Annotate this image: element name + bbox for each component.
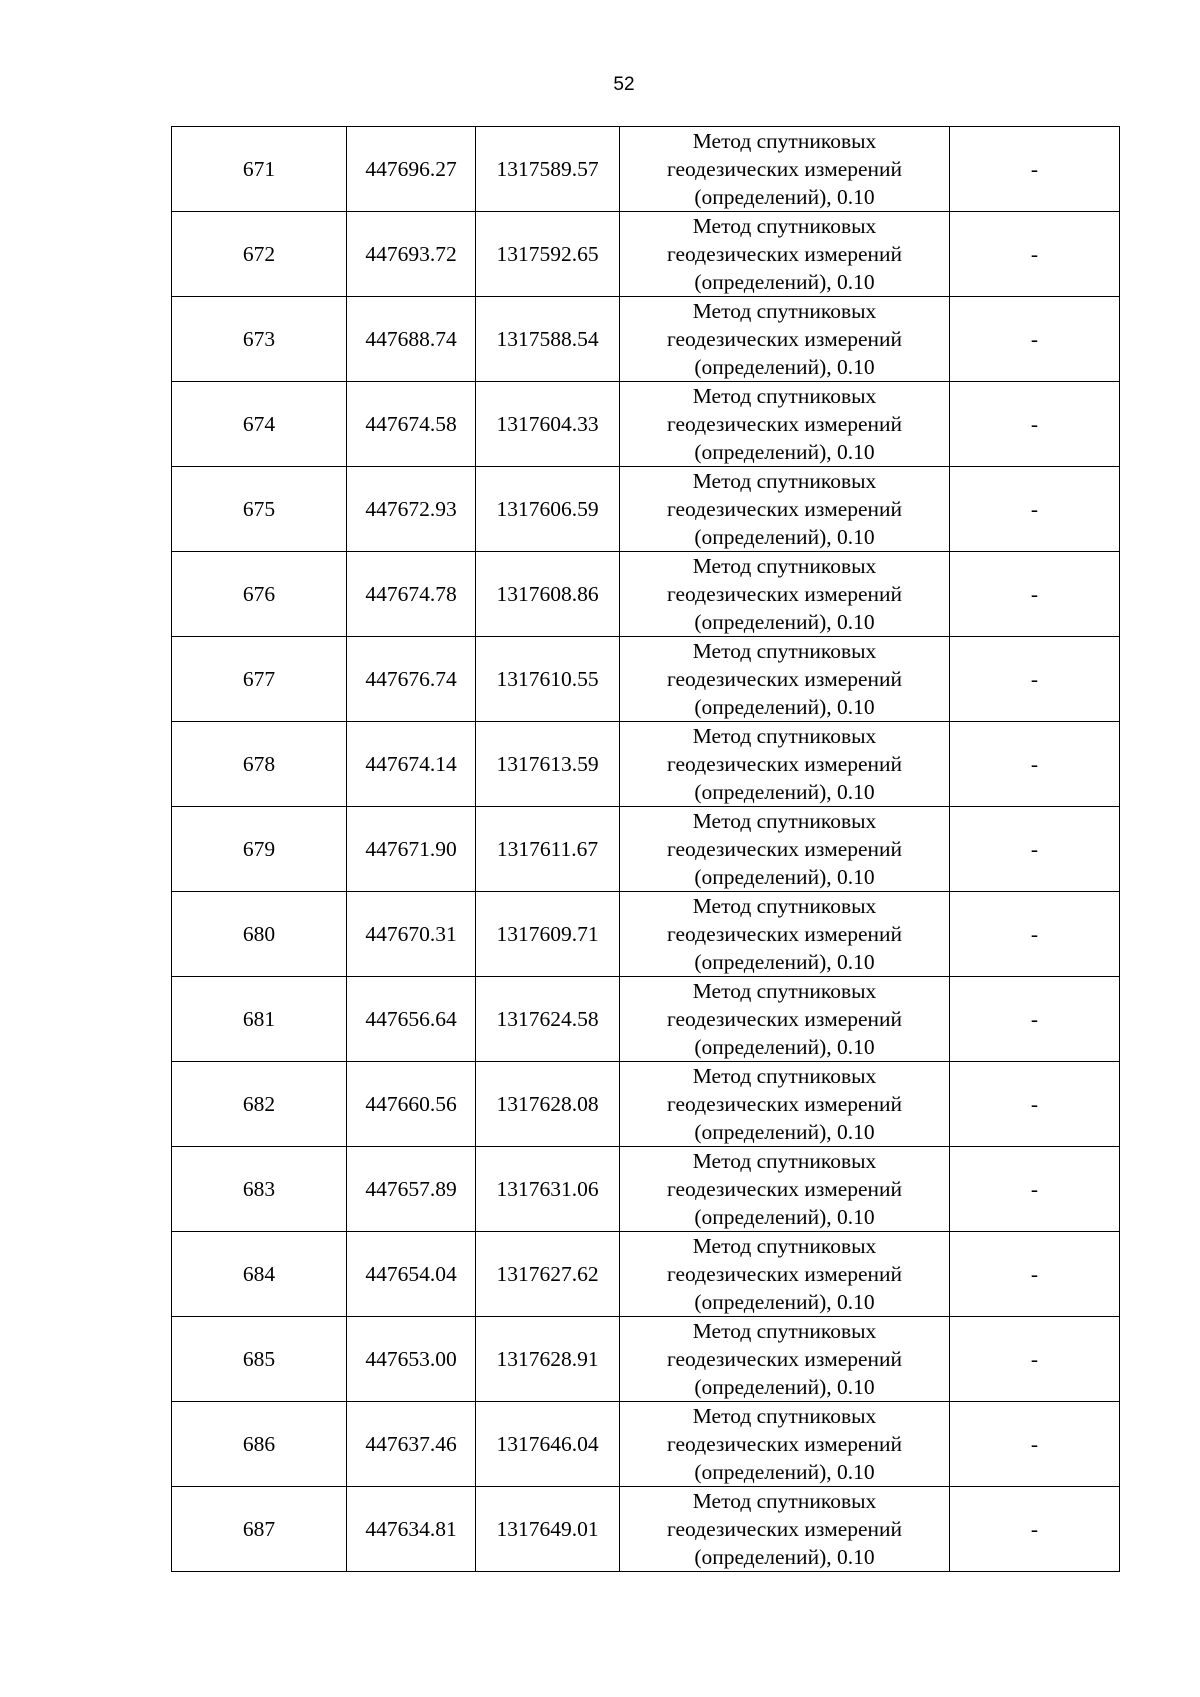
point-number-cell: 685	[172, 1317, 347, 1402]
y-coordinate-cell: 1317628.91	[476, 1317, 620, 1402]
y-coordinate-cell: 1317613.59	[476, 722, 620, 807]
method-line: Метод спутниковых	[692, 1149, 877, 1173]
description-cell: -	[950, 1487, 1120, 1572]
description-cell: -	[950, 977, 1120, 1062]
method-line: геодезических измерений	[666, 1092, 903, 1116]
table-row	[172, 892, 1120, 977]
method-cell	[620, 297, 950, 382]
method-cell	[620, 1062, 950, 1147]
method-line: геодезических измерений	[666, 157, 903, 181]
x-coordinate-cell: 447657.89	[347, 1147, 476, 1232]
method-line: геодезических измерений	[666, 1262, 903, 1286]
y-coordinate-cell: 1317606.59	[476, 467, 620, 552]
point-number-cell: 682	[172, 1062, 347, 1147]
table-row	[172, 127, 1120, 212]
point-number-cell: 681	[172, 977, 347, 1062]
description-cell: -	[950, 467, 1120, 552]
point-number-cell: 672	[172, 212, 347, 297]
method-line: (определений), 0.10	[694, 950, 875, 974]
x-coordinate-cell: 447670.31	[347, 892, 476, 977]
method-line: геодезических измерений	[666, 327, 903, 351]
method-cell	[620, 722, 950, 807]
method-line: Метод спутниковых	[692, 724, 877, 748]
coordinates-table	[171, 126, 1120, 1572]
x-coordinate-cell: 447674.58	[347, 382, 476, 467]
x-coordinate-cell: 447634.81	[347, 1487, 476, 1572]
y-coordinate-cell: 1317588.54	[476, 297, 620, 382]
description-cell: -	[950, 892, 1120, 977]
table-row	[172, 1232, 1120, 1317]
point-number-cell: 679	[172, 807, 347, 892]
table-row	[172, 1487, 1120, 1572]
method-line: геодезических измерений	[666, 1177, 903, 1201]
x-coordinate-cell: 447671.90	[347, 807, 476, 892]
y-coordinate-cell: 1317592.65	[476, 212, 620, 297]
method-line: (определений), 0.10	[694, 1035, 875, 1059]
description-cell: -	[950, 1062, 1120, 1147]
method-line: (определений), 0.10	[694, 1290, 875, 1314]
method-line: Метод спутниковых	[692, 554, 877, 578]
description-cell: -	[950, 382, 1120, 467]
method-line: геодезических измерений	[666, 1347, 903, 1371]
y-coordinate-cell: 1317608.86	[476, 552, 620, 637]
point-number-cell: 684	[172, 1232, 347, 1317]
y-coordinate-cell: 1317646.04	[476, 1402, 620, 1487]
x-coordinate-cell: 447674.78	[347, 552, 476, 637]
method-line: Метод спутниковых	[692, 129, 877, 153]
y-coordinate-cell: 1317628.08	[476, 1062, 620, 1147]
method-cell	[620, 382, 950, 467]
description-cell: -	[950, 1147, 1120, 1232]
table-row	[172, 807, 1120, 892]
method-cell	[620, 1487, 950, 1572]
method-line: (определений), 0.10	[694, 525, 875, 549]
method-line: геодезических измерений	[666, 922, 903, 946]
y-coordinate-cell: 1317649.01	[476, 1487, 620, 1572]
point-number-cell: 678	[172, 722, 347, 807]
method-cell	[620, 1402, 950, 1487]
method-line: геодезических измерений	[666, 1517, 903, 1541]
table-row	[172, 722, 1120, 807]
method-line: (определений), 0.10	[694, 695, 875, 719]
method-line: Метод спутниковых	[692, 809, 877, 833]
x-coordinate-cell: 447654.04	[347, 1232, 476, 1317]
method-line: геодезических измерений	[666, 837, 903, 861]
method-line: Метод спутниковых	[692, 1234, 877, 1258]
method-line: Метод спутниковых	[692, 1319, 877, 1343]
method-cell	[620, 1317, 950, 1402]
method-line: (определений), 0.10	[694, 355, 875, 379]
method-line: Метод спутниковых	[692, 1064, 877, 1088]
y-coordinate-cell: 1317604.33	[476, 382, 620, 467]
point-number-cell: 673	[172, 297, 347, 382]
description-cell: -	[950, 212, 1120, 297]
method-cell	[620, 892, 950, 977]
description-cell: -	[950, 637, 1120, 722]
table-row	[172, 1062, 1120, 1147]
x-coordinate-cell: 447656.64	[347, 977, 476, 1062]
method-line: Метод спутниковых	[692, 979, 877, 1003]
point-number-cell: 680	[172, 892, 347, 977]
method-line: (определений), 0.10	[694, 1545, 875, 1569]
method-cell	[620, 212, 950, 297]
method-line: (определений), 0.10	[694, 185, 875, 209]
method-line: Метод спутниковых	[692, 894, 877, 918]
method-cell	[620, 1232, 950, 1317]
y-coordinate-cell: 1317610.55	[476, 637, 620, 722]
description-cell: -	[950, 1402, 1120, 1487]
x-coordinate-cell: 447696.27	[347, 127, 476, 212]
description-cell: -	[950, 297, 1120, 382]
table-row	[172, 1317, 1120, 1402]
y-coordinate-cell: 1317609.71	[476, 892, 620, 977]
method-line: Метод спутниковых	[692, 1489, 877, 1513]
method-line: геодезических измерений	[666, 497, 903, 521]
description-cell: -	[950, 1232, 1120, 1317]
method-cell	[620, 977, 950, 1062]
x-coordinate-cell: 447676.74	[347, 637, 476, 722]
x-coordinate-cell: 447674.14	[347, 722, 476, 807]
y-coordinate-cell: 1317611.67	[476, 807, 620, 892]
method-cell	[620, 552, 950, 637]
description-cell: -	[950, 1317, 1120, 1402]
method-cell	[620, 467, 950, 552]
method-line: (определений), 0.10	[694, 1375, 875, 1399]
x-coordinate-cell: 447660.56	[347, 1062, 476, 1147]
method-line: (определений), 0.10	[694, 270, 875, 294]
point-number-cell: 686	[172, 1402, 347, 1487]
method-line: геодезических измерений	[666, 412, 903, 436]
x-coordinate-cell: 447688.74	[347, 297, 476, 382]
method-line: Метод спутниковых	[692, 299, 877, 323]
point-number-cell: 687	[172, 1487, 347, 1572]
method-cell	[620, 127, 950, 212]
method-line: Метод спутниковых	[692, 384, 877, 408]
x-coordinate-cell: 447653.00	[347, 1317, 476, 1402]
description-cell: -	[950, 722, 1120, 807]
y-coordinate-cell: 1317631.06	[476, 1147, 620, 1232]
method-cell	[620, 1147, 950, 1232]
description-cell: -	[950, 807, 1120, 892]
table-row	[172, 297, 1120, 382]
method-line: (определений), 0.10	[694, 1205, 875, 1229]
point-number-cell: 674	[172, 382, 347, 467]
method-line: Метод спутниковых	[692, 1404, 877, 1428]
y-coordinate-cell: 1317624.58	[476, 977, 620, 1062]
method-line: Метод спутниковых	[692, 469, 877, 493]
method-line: (определений), 0.10	[694, 610, 875, 634]
table-row	[172, 382, 1120, 467]
table-row	[172, 977, 1120, 1062]
point-number-cell: 671	[172, 127, 347, 212]
page-number: 52	[613, 74, 635, 95]
x-coordinate-cell: 447637.46	[347, 1402, 476, 1487]
method-line: геодезических измерений	[666, 242, 903, 266]
description-cell: -	[950, 552, 1120, 637]
method-line: (определений), 0.10	[694, 865, 875, 889]
method-line: (определений), 0.10	[694, 780, 875, 804]
table-row	[172, 467, 1120, 552]
method-line: (определений), 0.10	[694, 1120, 875, 1144]
method-line: геодезических измерений	[666, 752, 903, 776]
point-number-cell: 677	[172, 637, 347, 722]
method-line: Метод спутниковых	[692, 639, 877, 663]
method-line: геодезических измерений	[666, 1432, 903, 1456]
method-line: геодезических измерений	[666, 582, 903, 606]
table-row	[172, 552, 1120, 637]
x-coordinate-cell: 447672.93	[347, 467, 476, 552]
method-line: Метод спутниковых	[692, 214, 877, 238]
description-cell: -	[950, 127, 1120, 212]
method-line: геодезических измерений	[666, 1007, 903, 1031]
y-coordinate-cell: 1317627.62	[476, 1232, 620, 1317]
point-number-cell: 675	[172, 467, 347, 552]
table-row	[172, 637, 1120, 722]
method-line: (определений), 0.10	[694, 440, 875, 464]
table-row	[172, 1147, 1120, 1232]
x-coordinate-cell: 447693.72	[347, 212, 476, 297]
table-row	[172, 212, 1120, 297]
table-body	[172, 127, 1120, 1572]
method-cell	[620, 807, 950, 892]
method-line: (определений), 0.10	[694, 1460, 875, 1484]
method-cell	[620, 637, 950, 722]
point-number-cell: 676	[172, 552, 347, 637]
y-coordinate-cell: 1317589.57	[476, 127, 620, 212]
table-row	[172, 1402, 1120, 1487]
point-number-cell: 683	[172, 1147, 347, 1232]
method-line: геодезических измерений	[666, 667, 903, 691]
